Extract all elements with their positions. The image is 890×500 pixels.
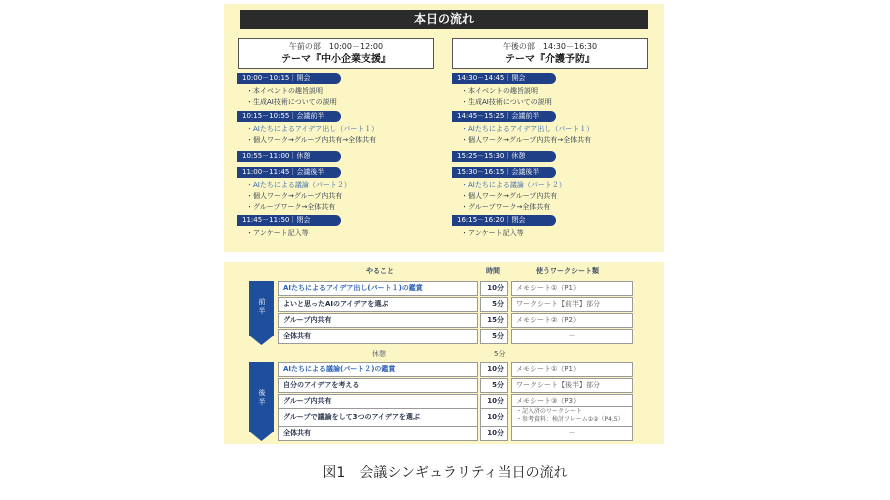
table-row-task: 全体共有 xyxy=(278,426,478,441)
table-row-sheet: － xyxy=(511,329,633,344)
afternoon-item: ・アンケート記入等 xyxy=(461,229,524,237)
arrow-down-icon xyxy=(249,431,274,441)
table-row-task: グループ内共有 xyxy=(278,313,478,328)
break-min: 5分 xyxy=(494,350,506,358)
table-row-sheet: ワークシート【後半】部分 xyxy=(511,378,633,393)
afternoon-pill-first-half: 14:45－15:25｜会議前半 xyxy=(452,111,556,122)
afternoon-item: ・個人ワーク→グループ内共有 xyxy=(461,192,558,200)
header-task: やること xyxy=(366,267,394,275)
afternoon-item: ・生成AI技術についての説明 xyxy=(461,98,552,106)
afternoon-item: ・本イベントの趣旨説明 xyxy=(461,87,538,95)
table-row-min: 10分 xyxy=(480,426,508,441)
table-row-task: 全体共有 xyxy=(278,329,478,344)
table-row-sheet: メモシート②（P2） xyxy=(511,313,633,328)
sheet-line: ・参考資料：検討フレーム①②（P4,5） xyxy=(516,416,624,423)
table-row-task: グループで議論をして3つのアイデアを選ぶ xyxy=(278,408,478,427)
morning-item: ・AIたちによる議論（パート２） xyxy=(246,181,351,189)
morning-session-box xyxy=(238,38,434,69)
afternoon-item: ・AIたちによるアイデア出し（パート１） xyxy=(461,125,594,133)
afternoon-item: ・グループワーク→全体共有 xyxy=(461,203,551,211)
morning-pill-closing: 11:45－11:50｜閉会 xyxy=(237,215,341,226)
table-row-min: 10分 xyxy=(480,362,508,377)
table-row-min: 5分 xyxy=(480,297,508,312)
schedule-title: 本日の流れ xyxy=(240,10,648,29)
table-row-min: 10分 xyxy=(480,408,508,427)
morning-item: ・生成AI技術についての説明 xyxy=(246,98,337,106)
table-row-min: 5分 xyxy=(480,329,508,344)
table-row-sheet: メモシート①（P1） xyxy=(511,281,633,296)
table-row-min: 15分 xyxy=(480,313,508,328)
table-row-sheet: ワークシート【前半】部分 xyxy=(511,297,633,312)
afternoon-session-theme: テーマ『介護予防』 xyxy=(505,54,595,65)
morning-session-time: 午前の部 10:00－12:00 xyxy=(288,42,384,51)
morning-item: ・個人ワーク→グループ内共有 xyxy=(246,192,343,200)
table-row-task: 自分のアイデアを考える xyxy=(278,378,478,393)
afternoon-pill-second-half: 15:30－16:15｜会議後半 xyxy=(452,167,556,178)
afternoon-item: ・個人ワーク→グループ内共有→全体共有 xyxy=(461,136,592,144)
break-label: 休憩 xyxy=(372,350,386,358)
afternoon-pill-opening: 14:30－14:45｜開会 xyxy=(452,73,556,84)
afternoon-item: ・AIたちによる議論（パート２） xyxy=(461,181,566,189)
afternoon-session-time: 午後の部 14:30－16:30 xyxy=(502,42,598,51)
table-row-sheet: メモシート①（P1） xyxy=(511,362,633,377)
morning-pill-break: 10:55－11:00｜休憩 xyxy=(237,151,341,162)
second-half-label: 後半 xyxy=(258,389,266,406)
morning-item: ・本イベントの趣旨説明 xyxy=(246,87,323,95)
table-row-sheet: メモシート③（P3） xyxy=(511,394,633,409)
table-row-task: よいと思ったAIのアイデアを選ぶ xyxy=(278,297,478,312)
table-row-min: 5分 xyxy=(480,378,508,393)
table-row-task: AIたちによる議論(パート２)の鑑賞 xyxy=(278,362,478,377)
afternoon-pill-closing: 16:15－16:20｜閉会 xyxy=(452,215,556,226)
table-row-task: AIたちによるアイデア出し(パート１)の鑑賞 xyxy=(278,281,478,296)
table-row-min: 10分 xyxy=(480,394,508,409)
table-row-sheet: － xyxy=(511,426,633,441)
table-row-min: 10分 xyxy=(480,281,508,296)
morning-pill-first-half: 10:15－10:55｜会議前半 xyxy=(237,111,341,122)
morning-item: ・グループワーク→全体共有 xyxy=(246,203,336,211)
header-sheet: 使うワークシート類 xyxy=(536,267,599,275)
morning-pill-opening: 10:00－10:15｜開会 xyxy=(237,73,341,84)
afternoon-pill-break: 15:25－15:30｜休憩 xyxy=(452,151,556,162)
morning-item: ・個人ワーク→グループ内共有→全体共有 xyxy=(246,136,377,144)
sheet-line: ・記入済のワークシート xyxy=(516,408,583,415)
table-row-task: グループ内共有 xyxy=(278,394,478,409)
morning-pill-second-half: 11:00－11:45｜会議後半 xyxy=(237,167,341,178)
figure-caption: 図1 会議シンギュラリティ当日の流れ xyxy=(322,465,568,481)
afternoon-session-box xyxy=(452,38,648,69)
first-half-label: 前半 xyxy=(258,298,266,315)
morning-item: ・アンケート記入等 xyxy=(246,229,309,237)
morning-session-theme: テーマ『中小企業支援』 xyxy=(281,54,391,65)
morning-item: ・AIたちによるアイデア出し（パート１） xyxy=(246,125,379,133)
arrow-down-icon xyxy=(249,335,274,345)
header-time: 時間 xyxy=(486,267,500,275)
